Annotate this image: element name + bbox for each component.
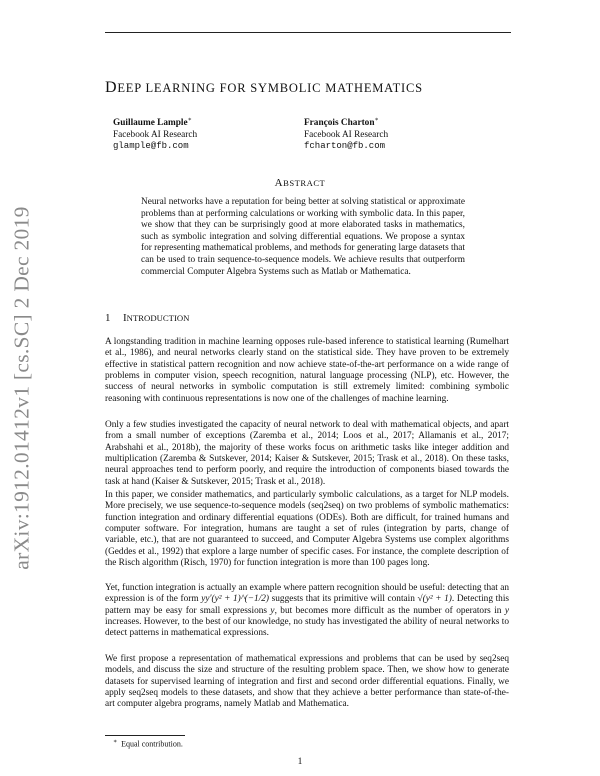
paragraph-5: We first propose a representation of mathematical expressions and problems that can be used by seq2seq models, and discuss the size and structure of the resulting problem space. Then, we show how to generate datasets for supervised learning of integration and first and second order differential equations. Finally, we apply seq2seq models to these datasets, and show that they achieve a better performance than state-of-the-art computer algebra programs, namely Matlab and Mathematica. (105, 654, 509, 710)
paragraph-3: In this paper, we consider mathematics, and particularly symbolic calculations, as a target for NLP models. More precisely, we use sequence-to-sequence models (seq2seq) on two problems of symbolic mathematics: function integration and ordinary differential equations (ODEs). Both are difficult, for trained humans and computer software. For integration, humans are taught a set of rules (integration by parts, change of variable, etc.), that are not guaranteed to succeed, and Computer Algebra Systems use complex algorithms (Geddes et al., 1992) that explore a large number of specific cases. For instance, the complete description of the Risch algorithm (Risch, 1970) for function integration is more than 100 pages long. (105, 490, 509, 569)
author-email: fcharton@fb.com (304, 141, 386, 152)
author-name: Guillaume Lample (113, 118, 188, 129)
author-block-2: François Charton∗ Facebook AI Research fcharton@fb.com (304, 117, 389, 152)
author-email: glample@fb.com (113, 141, 189, 152)
paragraph-2: Only a few studies investigated the capacity of neural network to deal with mathematical objects, and apart from a small number of exceptions (Zaremba et al., 2014; Loos et al., 2017; Allamanis et al., 2017; Arabshahi et al., 2018b), the majority of these works focus on arithmetic tasks like integer addition and multiplication (Zaremba & Sutskever, 2014; Kaiser & Sutskever, 2015; Trask et al., 2018). On these tasks, neural approaches tend to perform poorly, and require the introduction of components biased towards the task at hand (Kaiser & Sutskever, 2015; Trask et al., 2018). (105, 420, 509, 487)
footnote-rule (105, 735, 185, 736)
author-name: François Charton (304, 118, 375, 129)
arxiv-sidebar-stamp (4, 208, 40, 568)
title-rule (105, 32, 511, 33)
section-heading-introduction: 1 INTRODUCTION (105, 312, 190, 324)
paragraph-4: Yet, function integration is actually an example where pattern recognition should be useful: detecting that an expression is of the form yy′(y² + 1)^(−1/2) suggests that its primitive will contain √(y² + 1). Detecting this pattern may be easy for small expressions y, but becomes more difficult as the number of operators in y increases. However, to the best of our knowledge, no study has investigated the ability of neural networks to detect patterns in mathematical expressions. (105, 583, 510, 639)
math-expression: yy′(y² + 1)^(−1/2) (201, 594, 270, 605)
abstract-text: Neural networks have a reputation for being better at solving statistical or approximate problems than at performing calculations or working with symbolic data. In this paper, we show that they can be surprisingly good at more elaborated tasks in mathematics, such as symbolic integration and solving differential equations. We propose a syntax for representing mathematical problems, and methods for generating large datasets that can be used to train sequence-to-sequence models. We achieve results that outperform commercial Computer Algebra Systems such as Matlab or Mathematica. (141, 197, 465, 277)
math-expression: √(y² + 1) (417, 594, 452, 605)
author-affiliation: Facebook AI Research (113, 129, 198, 140)
page-number: 1 (297, 757, 303, 767)
arxiv-id: arXiv:1912.01412v1 [cs.SC] 2 Dec 2019 (9, 206, 34, 570)
paper-title: DEEP LEARNING FOR SYMBOLIC MATHEMATICS (105, 79, 423, 96)
author-affiliation: Facebook AI Research (304, 129, 389, 140)
footnote: ∗ Equal contribution. (113, 739, 183, 749)
abstract-heading: ABSTRACT (274, 177, 326, 189)
author-block-1: Guillaume Lample∗ Facebook AI Research glample@fb.com (113, 117, 198, 152)
paragraph-1: A longstanding tradition in machine learning opposes rule-based inference to statistical learning (Rumelhart et al., 1986), and neural networks clearly stand on the statistical side. They have proven to be extremely effective in statistical pattern recognition and now achieve state-of-the-art performance on a wide range of problems in computer vision, speech recognition, natural language processing (NLP), etc. However, the success of neural networks in symbolic computation is still extremely limited: combining symbolic reasoning with continuous representations is now one of the challenges of machine learning. (105, 337, 509, 404)
